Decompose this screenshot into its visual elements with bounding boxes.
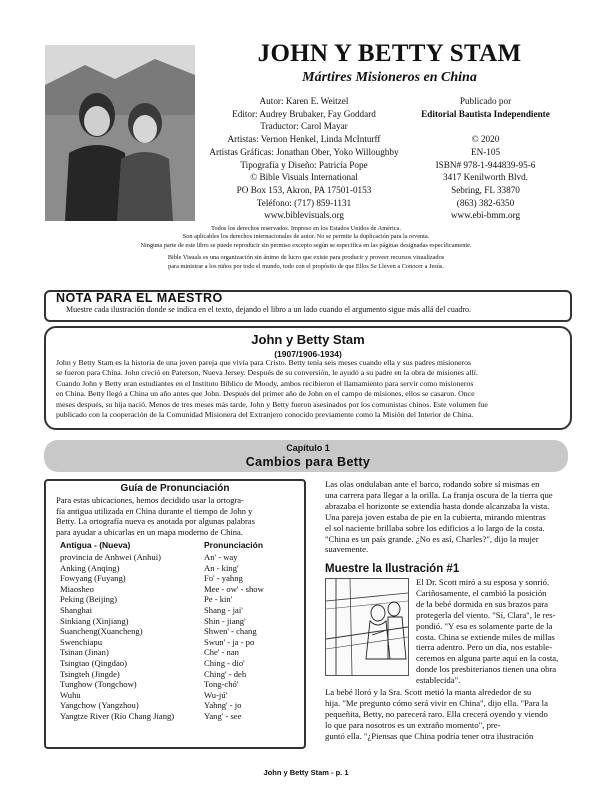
story-line: protegerla del viento. "Sí, Clara", le res- <box>416 609 556 620</box>
bio-line: se fueron para China. John creció en Paterson, Nueva Jersey. Después de su conversión, le ayudó a su padre en la obra de misiones allí. <box>56 368 478 378</box>
story-line: Una pareja joven estaba de pie en la cubierta, mirando mientras <box>325 511 546 522</box>
stam-couple-photo <box>45 45 195 221</box>
pronunciation: An' - way <box>204 552 238 562</box>
pronunciation: Che' - nan <box>204 647 239 658</box>
teacher-note-text: Muestre cada ilustración donde se indica en el texto, dejando el libro a un lado cuando el argumento sigue más allá del cuadro. <box>66 305 472 314</box>
pronunciation-row <box>60 647 296 658</box>
page-subtitle: Mártires Misioneros en China <box>302 70 477 85</box>
bio-line: meses después, su hija nació. Menos de tres meses más tarde, John y Betty fueron asesinados por los comunistas chinos. Este volumen fue <box>56 399 488 409</box>
rights-line: Todos los derechos reservados. Impreso en los Estados Unidos de América. <box>211 225 401 232</box>
story-beside-illustration <box>416 577 574 686</box>
rights-line: Bible Visuals es una organización sin ánimo de lucro que existe para producir y proveer recursos visualizados <box>167 254 445 262</box>
column-header-place: Antigua - (Nueva) <box>60 540 131 550</box>
story-line: donde los presbiterianos tienen una obra <box>416 664 557 675</box>
rights-line: para ministrar a los niños por todo el mundo, todo con el propósito de que Ellos Se Lleven a Conocer a Jesús. <box>168 262 444 270</box>
credit-line: EN-105 <box>470 146 501 157</box>
place-name: Yangtze River (Río Chang Jiang) <box>60 710 175 721</box>
pronunciation-row <box>60 552 296 563</box>
place-name: Shanghai <box>60 604 92 615</box>
credit-website-link[interactable]: www.biblevisuals.org <box>264 210 344 221</box>
credit-line: Artistas Gráficas: Jonathan Ober, Yoko Willoughby <box>209 146 399 157</box>
story-continuation <box>325 687 571 742</box>
chapter-title: Cambios para Betty <box>245 455 371 469</box>
pronunciation: Mee - ow' - show <box>204 583 264 594</box>
pronunciation-row <box>60 658 296 669</box>
pronunciation: An - king' <box>204 562 239 573</box>
show-illustration-heading: Muestre la Ilustración #1 <box>325 563 460 575</box>
pronunciation-row <box>60 584 296 595</box>
story-line: pondió. "Y esa es solamente parte de la <box>416 620 553 631</box>
bio-line: Cuando John y Betty eran estudiantes en el Instituto Bíblico de Moody, ambos recibieron el llamamiento para servir como misioneros <box>56 378 474 388</box>
story-line: tierra adentro. Pero un día, nos estable- <box>416 642 553 653</box>
intro-line: Para estas ubicaciones, hemos decidido usar la ortogra- <box>56 495 244 505</box>
place-name: Tsingtao (Qingdao) <box>60 657 127 668</box>
place-name: Fowyang (Fuyang) <box>60 573 126 584</box>
credit-line: Sebring, FL 33870 <box>451 184 520 195</box>
pronunciation: Pe - kin' <box>204 594 233 605</box>
story-line: de la bebé dormida en sus brazos para <box>416 598 548 609</box>
rights-line: Ninguna parte de este libro se puede reproducir sin permiso excepto según se especifica en las páginas designadas específicamente. <box>140 241 472 249</box>
pronunciation-row <box>60 637 296 648</box>
credits-right <box>398 95 573 222</box>
intro-line: Betty. La ortografía nueva es anotada por algunas palabras <box>56 516 255 527</box>
story-opening <box>325 479 571 555</box>
pronunciation-row <box>60 594 296 605</box>
place-name: Tsinan (Jinan) <box>60 647 109 658</box>
bio-line: en China. Betty llegó a China un año antes que John. Después del primer año de John en el campo de misiones, ellos se casaron. Once <box>56 389 475 399</box>
place-name: Anking (Anqing) <box>60 562 120 573</box>
teacher-note-title: NOTA PARA EL MAESTRO <box>56 291 223 305</box>
story-line: La bebé lloró y la Sra. Scott metió la manta alrededor de su <box>325 687 532 697</box>
story-line: hija. "Me pregunto cómo será vivir en China", dijo ella. "Para la <box>325 697 548 708</box>
bio-paragraph <box>56 358 562 420</box>
pronunciation-row <box>60 700 296 711</box>
rights-line: Son aplicables los derechos internacionales de autor. No se permite la duplicación para la reventa. <box>182 233 430 241</box>
pronunciation: Ching - dio' <box>204 657 245 668</box>
story-line: establecida". <box>416 675 461 686</box>
story-line: pequeñita, Betty, no parecerá raro. Ella crecerá oyendo y viendo <box>325 708 548 719</box>
pronunciation-row <box>60 669 296 680</box>
publisher-name: Editorial Bautista Independiente <box>421 108 550 119</box>
credit-line: Tipografía y Diseño: Patricia Pope <box>240 159 368 170</box>
credit-line: © 2020 <box>471 134 500 145</box>
place-name: Swenchiapu <box>60 636 103 647</box>
place-name: Yangchow (Yangzhou) <box>60 700 139 711</box>
credit-line: Traductor: Carol Mayar <box>260 121 348 132</box>
page-title: JOHN Y BETTY STAM <box>257 40 522 67</box>
intro-line: para ayudar a ubicarlas en un mapa moderno de China. <box>56 526 243 537</box>
column-header-pronunciation: Pronunciación <box>204 540 264 550</box>
place-name: Wuhu <box>60 689 81 700</box>
pronunciation: Swun' - ja - po <box>204 636 255 647</box>
pronunciation-row <box>60 616 296 627</box>
intro-line: fía antigua utilizada en China durante el tiempo de John y <box>56 505 253 516</box>
credit-line: (863) 382-6350 <box>456 197 515 208</box>
bio-dates: (1907/1906-1934) <box>274 349 342 359</box>
story-line: El Dr. Scott miró a su esposa y sonrió. <box>416 577 550 587</box>
credit-line: ISBN# 978-1-944839-95-6 <box>435 159 536 170</box>
pronunciation-guide-title: Guía de Pronunciación <box>120 483 230 494</box>
credit-line: Autor: Karen E. Weitzel <box>259 96 349 106</box>
pronunciation-row <box>60 573 296 584</box>
story-line: suavemente. <box>325 544 369 555</box>
credit-line: PO Box 153, Akron, PA 17501-0153 <box>236 184 372 195</box>
story-line: el sol naciente brillaba sobre los edificios a lo largo de la costa. <box>325 522 545 533</box>
pronunciation-table <box>60 552 296 722</box>
place-name: provincia de Anhwei (Anhui) <box>60 552 161 562</box>
ship-deck-illustration <box>325 578 409 676</box>
story-line: "China es un país grande. ¿No es así, Charles?", dijo la mujer <box>325 533 539 544</box>
credit-line: Editor: Audrey Brubaker, Fay Goddard <box>232 108 376 119</box>
pronunciation: Shwen' - chang <box>204 626 257 637</box>
pronunciation-row <box>60 626 296 637</box>
pronunciation-row <box>60 563 296 574</box>
spacer <box>398 120 573 133</box>
pronunciation: Shin - jiang' <box>204 615 246 626</box>
pronunciation: Tong-chó' <box>204 679 239 690</box>
credits-left <box>200 95 408 222</box>
place-name: Tunghow (Tongchow) <box>60 679 137 690</box>
story-line: guntó ella. "¿Piensas que China podría tener otra ilustración <box>325 730 534 741</box>
chapter-number: Capítulo 1 <box>286 443 330 453</box>
story-line: abrazaba el horizonte se extendía hasta donde alcanzaba la vista. <box>325 500 550 511</box>
story-line: una carrera para llegar a la orilla. La franja oscura de la tierra que <box>325 489 553 500</box>
story-line: costa. China se extiende miles de millas <box>416 631 555 642</box>
publisher-label: Publicado por <box>459 96 512 106</box>
publisher-website-link[interactable]: www.ebi-bmm.org <box>450 210 521 221</box>
pronunciation: Fo' - yahng <box>204 573 243 584</box>
story-line: Cariñosamente, el cambió la posición <box>416 587 547 598</box>
pronunciation-row <box>60 605 296 616</box>
place-name: Tsingteh (Jingde) <box>60 668 120 679</box>
pronunciation: Wu-jú' <box>204 689 228 700</box>
place-name: Suancheng(Xuancheng) <box>60 626 143 637</box>
pronunciation-row <box>60 711 296 722</box>
credit-line: Artistas: Vernon Henkel, Linda McInturff <box>227 134 381 145</box>
bio-line: publicado con la cooperación de la Comunidad Misionera del Extranjero conocido previamente como la Misión del Interior de China. <box>56 410 474 420</box>
bio-line: John y Betty Stam es la historia de una joven pareja que vivía para Cristo. Betty tenía seis meses cuando ella y sus padres misioneros <box>56 358 472 367</box>
pronunciation-guide-intro <box>56 495 296 537</box>
pronunciation: Yang' - see <box>204 710 242 721</box>
credit-line: © Bible Visuals International <box>250 172 358 183</box>
credit-line: 3417 Kenilworth Blvd. <box>443 172 528 183</box>
pronunciation: Yahng' - jo <box>204 700 242 711</box>
pronunciation-row <box>60 690 296 701</box>
story-line: lo que para nosotros es un extraño momento", pre- <box>325 719 501 730</box>
place-name: Miaosheo <box>60 583 94 594</box>
story-line: ceremos en alguna parte aquí en la costa, <box>416 653 559 664</box>
bio-title: John y Betty Stam <box>251 332 365 347</box>
page-footer: John y Betty Stam - p. 1 <box>263 768 349 777</box>
place-name: Sinkiang (Xinjiang) <box>60 615 129 626</box>
pronunciation-row <box>60 679 296 690</box>
pronunciation: Shang - jai' <box>204 604 243 615</box>
story-line: Las olas ondulaban ante el barco, rodando sobre sí mismas en <box>325 479 540 489</box>
place-name: Peking (Beijing) <box>60 594 118 605</box>
pronunciation: Ching' - deh <box>204 668 247 679</box>
credit-line: Teléfono: (717) 859-1131 <box>256 197 352 208</box>
rights-notice <box>40 225 572 271</box>
